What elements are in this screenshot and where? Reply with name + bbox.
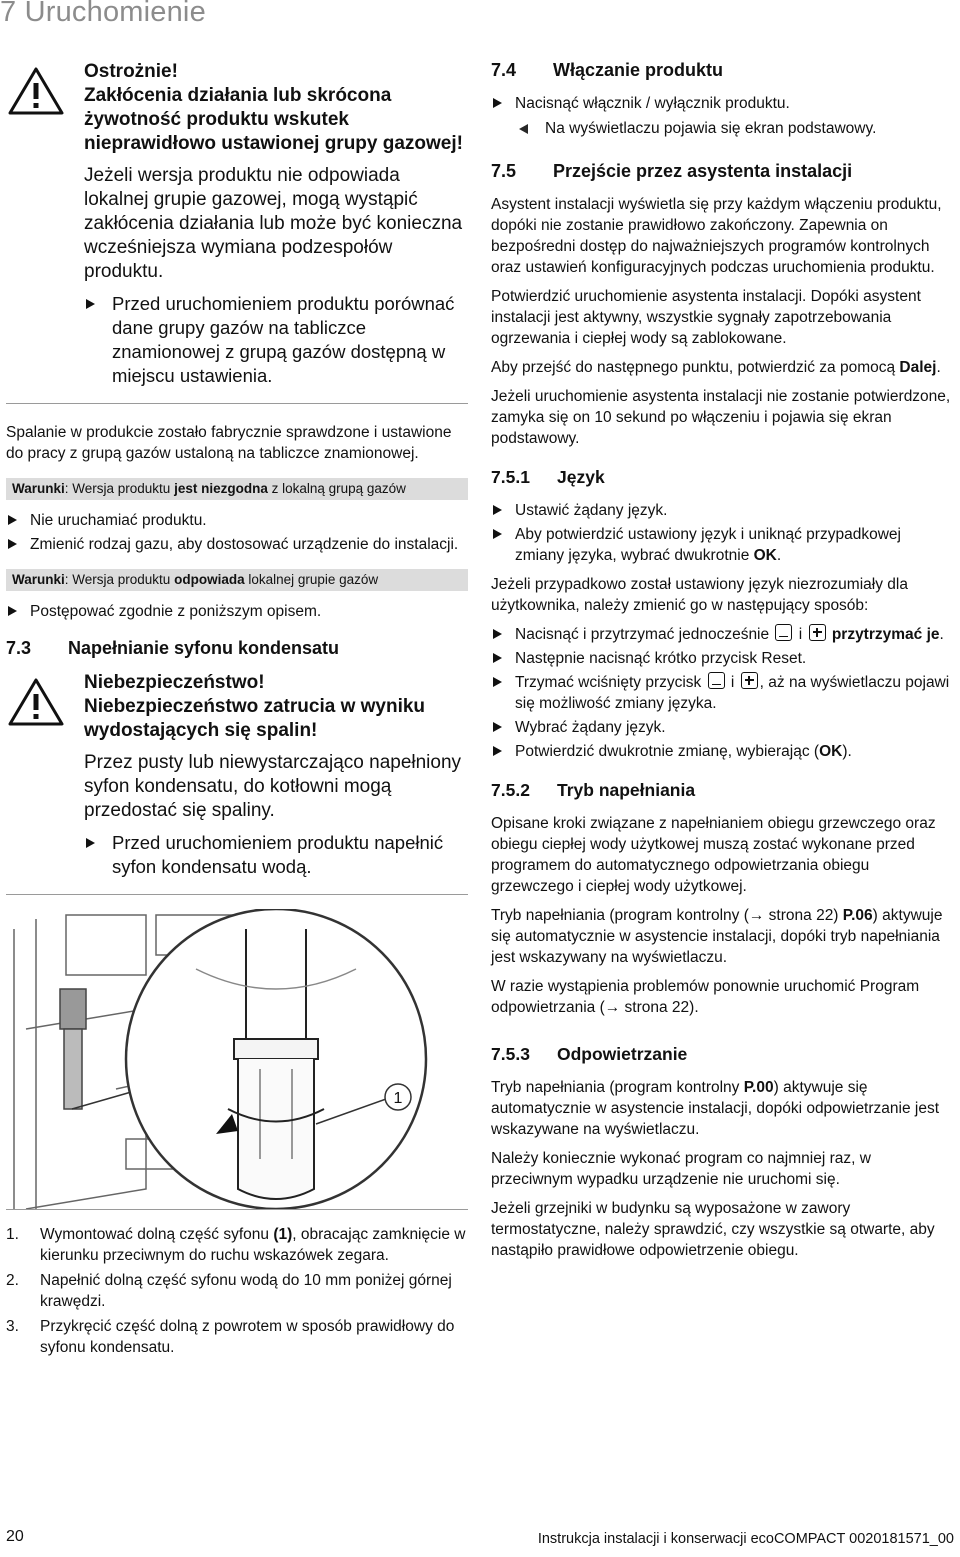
section-number: 7.5	[491, 161, 517, 181]
paragraph-text: ) aktywuje się automatycznie w asystencie instalacji, dopóki tryb napełniania jest wskazywany na wyświetlaczu.	[491, 907, 943, 966]
list-item: Nacisnąć włącznik / wyłącznik produktu.	[491, 93, 954, 114]
keyword: przytrzymać je	[831, 626, 940, 643]
paragraph	[491, 357, 954, 378]
paragraph: Jeżeli uruchomienie asystenta instalacji nie zostanie potwierdzone, zamyka się on 10 sekund po włączeniu i pojawia się ekran podstawowy.	[491, 388, 951, 447]
step-list	[6, 1224, 468, 1358]
list-item: Zmienić rodzaj gazu, aby dostosować urządzenie do instalacji.	[6, 534, 468, 555]
section-heading-7-5-3	[491, 1044, 954, 1065]
danger-title: Niebezpieczeństwo zatrucia w wyniku wydostających się spalin!	[84, 696, 426, 741]
danger-action: Przed uruchomieniem produktu napełnić syfon kondensatu wodą.	[84, 831, 468, 879]
keyword: P.06	[842, 907, 873, 924]
keyword: OK	[753, 547, 777, 564]
warning-triangle-icon	[8, 677, 64, 727]
result-item: Na wyświetlaczu pojawia się ekran podstawowy.	[491, 118, 954, 139]
section-title: Odpowietrzanie	[557, 1044, 688, 1064]
step-text: Napełnić dolną część syfonu wodą do 10 mm poniżej górnej krawędzi.	[40, 1272, 452, 1310]
paragraph-text: ) aktywuje się automatycznie w asystencie instalacji, dopóki odpowietrzanie jest wskazywane na wyświetlaczu.	[491, 1079, 940, 1138]
minus-button-icon	[775, 624, 792, 641]
section-number: 7.4	[491, 60, 517, 80]
paragraph: Opisane kroki związane z napełnianiem obiegu grzewczego oraz obiegu ciepłej wody użytkowej muszą zostać wykonane przed programem do automatycznego odpowietrzania obiegu grzewczego i ciepłej wody użytkowej.	[491, 815, 936, 895]
section-number: 7.5.3	[491, 1044, 530, 1064]
item-text: ).	[842, 743, 852, 760]
callout-1-label: 1	[393, 1090, 403, 1107]
list-item: Następnie nacisnąć krótko przycisk Reset.	[491, 648, 954, 669]
caution-text: Jeżeli wersja produktu nie odpowiada lokalnej grupie gazowej, mogą wystąpić zakłócenia działania lub może być konieczna wcześniejsza wymiana podzespołów produktu.	[84, 165, 463, 282]
paragraph: Należy koniecznie wykonać program co najmniej raz, w przeciwnym wypadku urządzenie nie uruchomi się.	[491, 1150, 871, 1188]
plus-button-icon	[741, 672, 758, 689]
list-item: Ustawić żądany język.	[491, 500, 954, 521]
item-text: Aby potwierdzić ustawiony język i uniknąć przypadkowej zmiany języka, wybrać dwukrotnie	[515, 526, 901, 564]
section-number: 7.5.1	[491, 467, 530, 487]
item-text: i	[726, 674, 739, 691]
step-ref: (1)	[273, 1226, 293, 1243]
document-footer: Instrukcja instalacji i konserwacji ecoCOMPACT 0020181571_00	[537, 1531, 954, 1547]
step-item	[6, 1224, 468, 1266]
condition-compatible	[6, 569, 468, 591]
step-number: 3.	[6, 1318, 19, 1335]
list-item: Postępować zgodnie z poniższym opisem.	[6, 601, 468, 622]
section-title: Język	[557, 467, 605, 487]
caution-box	[6, 60, 468, 404]
danger-box	[6, 671, 468, 895]
item-text: Trzymać wciśnięty przycisk	[515, 674, 706, 691]
condition-key: jest niezgodna	[174, 481, 268, 496]
combustion-paragraph: Spalanie w produkcie zostało fabrycznie sprawdzone i ustawione do pracy z grupą gazów ustaloną na tabliczce znamionowej.	[6, 424, 452, 462]
item-text: Nacisnąć i przytrzymać jednocześnie	[515, 626, 774, 643]
list-item	[491, 672, 954, 714]
chapter-title: 7 Uruchomienie	[0, 0, 206, 28]
paragraph: W razie wystąpienia problemów ponownie uruchomić Program odpowietrzania (→ strona 22).	[491, 978, 920, 1016]
section-heading-7-5-1	[491, 467, 954, 488]
item-text: .	[776, 547, 782, 564]
list-item: Nie uruchamiać produktu.	[6, 510, 468, 531]
caution-title: Zakłócenia działania lub skrócona żywotność produktu wskutek nieprawidłowo ustawionej grupy gazowej!	[84, 85, 463, 154]
section-number: 7.5.2	[491, 780, 530, 800]
step-number: 2.	[6, 1272, 19, 1289]
section-title: Napełnianie syfonu kondensatu	[68, 638, 340, 658]
danger-label: Niebezpieczeństwo!	[84, 672, 265, 693]
list-item	[491, 624, 954, 645]
list-item: Wybrać żądany język.	[491, 717, 954, 738]
left-column	[6, 60, 468, 1362]
condition-key: odpowiada	[174, 572, 245, 587]
step-text: Przykręcić część dolną z powrotem w sposób prawidłowy do syfonu kondensatu.	[40, 1318, 455, 1356]
danger-text: Przez pusty lub niewystarczająco napełniony syfon kondensatu, do kotłowni mogą przedostać się spaliny.	[84, 752, 462, 821]
paragraph: Jeżeli grzejniki w budynku są wyposażone w zawory termostatyczne, należy sprawdzić, czy wszystkie są otwarte, aby nastąpiło prawidłowe odpowietrzenie obiegu.	[491, 1200, 935, 1259]
condition-post: z lokalną grupą gazów	[267, 481, 406, 496]
paragraph	[491, 1077, 954, 1140]
condition-pre: : Wersja produktu	[64, 481, 175, 496]
item-text: i	[794, 626, 807, 643]
section-heading-7-5	[491, 161, 954, 182]
paragraph: Jeżeli przypadkowo został ustawiony język niezrozumiały dla użytkownika, należy zmienić go w następujący sposób:	[491, 576, 908, 614]
paragraph-text: Aby przejść do następnego punktu, potwierdzić za pomocą	[491, 359, 900, 376]
keyword: P.00	[743, 1079, 774, 1096]
siphon-drawing	[6, 909, 468, 1209]
step-text: Wymontować dolną część syfonu	[40, 1226, 274, 1243]
caution-label: Ostrożnie!	[84, 61, 178, 82]
section-number: 7.3	[6, 638, 32, 658]
paragraph: Asystent instalacji wyświetla się przy każdym włączeniu produktu, dopóki nie zostanie prawidłowo zakończony. Zapewnia on bezpośredni dostęp do najważniejszych programów kontrolnych oraz ustawień konfiguracyjnych podczas uruchomienia produktu.	[491, 196, 942, 276]
list-item	[491, 741, 954, 762]
condition-incompatible	[6, 478, 468, 500]
paragraph-text: Tryb napełniania (program kontrolny (→ strona 22)	[491, 907, 843, 924]
section-title: Włączanie produktu	[553, 60, 724, 80]
list-item	[491, 524, 954, 566]
step-number: 1.	[6, 1226, 19, 1243]
step-item	[6, 1270, 468, 1312]
minus-button-icon	[708, 672, 725, 689]
condition-pre: : Wersja produktu	[64, 572, 175, 587]
section-heading-7-3	[6, 638, 468, 659]
keyword: Dalej	[899, 359, 937, 376]
item-text: Potwierdzić dwukrotnie zmianę, wybierając (	[515, 743, 820, 760]
page-number: 20	[6, 1528, 24, 1545]
section-heading-7-4	[491, 60, 954, 81]
paragraph	[491, 905, 954, 968]
caution-action: Przed uruchomieniem produktu porównać dane grupy gazów na tabliczce znamionowej z grupą gazów dostępną w miejscu ustawienia.	[84, 292, 468, 388]
paragraph-text: .	[936, 359, 941, 376]
warning-triangle-icon	[8, 66, 64, 116]
step-item	[6, 1316, 468, 1358]
siphon-illustration	[6, 909, 468, 1210]
section-title: Przejście przez asystenta instalacji	[553, 161, 853, 181]
condition-label: Warunki	[12, 481, 65, 496]
condition-post: lokalnej grupie gazów	[244, 572, 379, 587]
right-column	[491, 60, 954, 1269]
plus-button-icon	[809, 624, 826, 641]
section-heading-7-5-2	[491, 780, 954, 801]
paragraph-text: Tryb napełniania (program kontrolny	[491, 1079, 744, 1096]
item-text: .	[939, 626, 944, 643]
condition-label: Warunki	[12, 572, 65, 587]
step-text: , obracając zamknięcie w kierunku przeciwnym do ruchu wskazówek zegara.	[40, 1226, 466, 1264]
item-text: , aż na wyświetlaczu pojawi się możliwość zmiany języka.	[515, 674, 950, 712]
keyword: OK	[819, 743, 843, 760]
paragraph: Potwierdzić uruchomienie asystenta instalacji. Dopóki asystent instalacji jest aktywny, wszystkie sygnały zapotrzebowania ogrzewania i ciepłej wody są zablokowane.	[491, 288, 921, 347]
section-title: Tryb napełniania	[557, 780, 696, 800]
